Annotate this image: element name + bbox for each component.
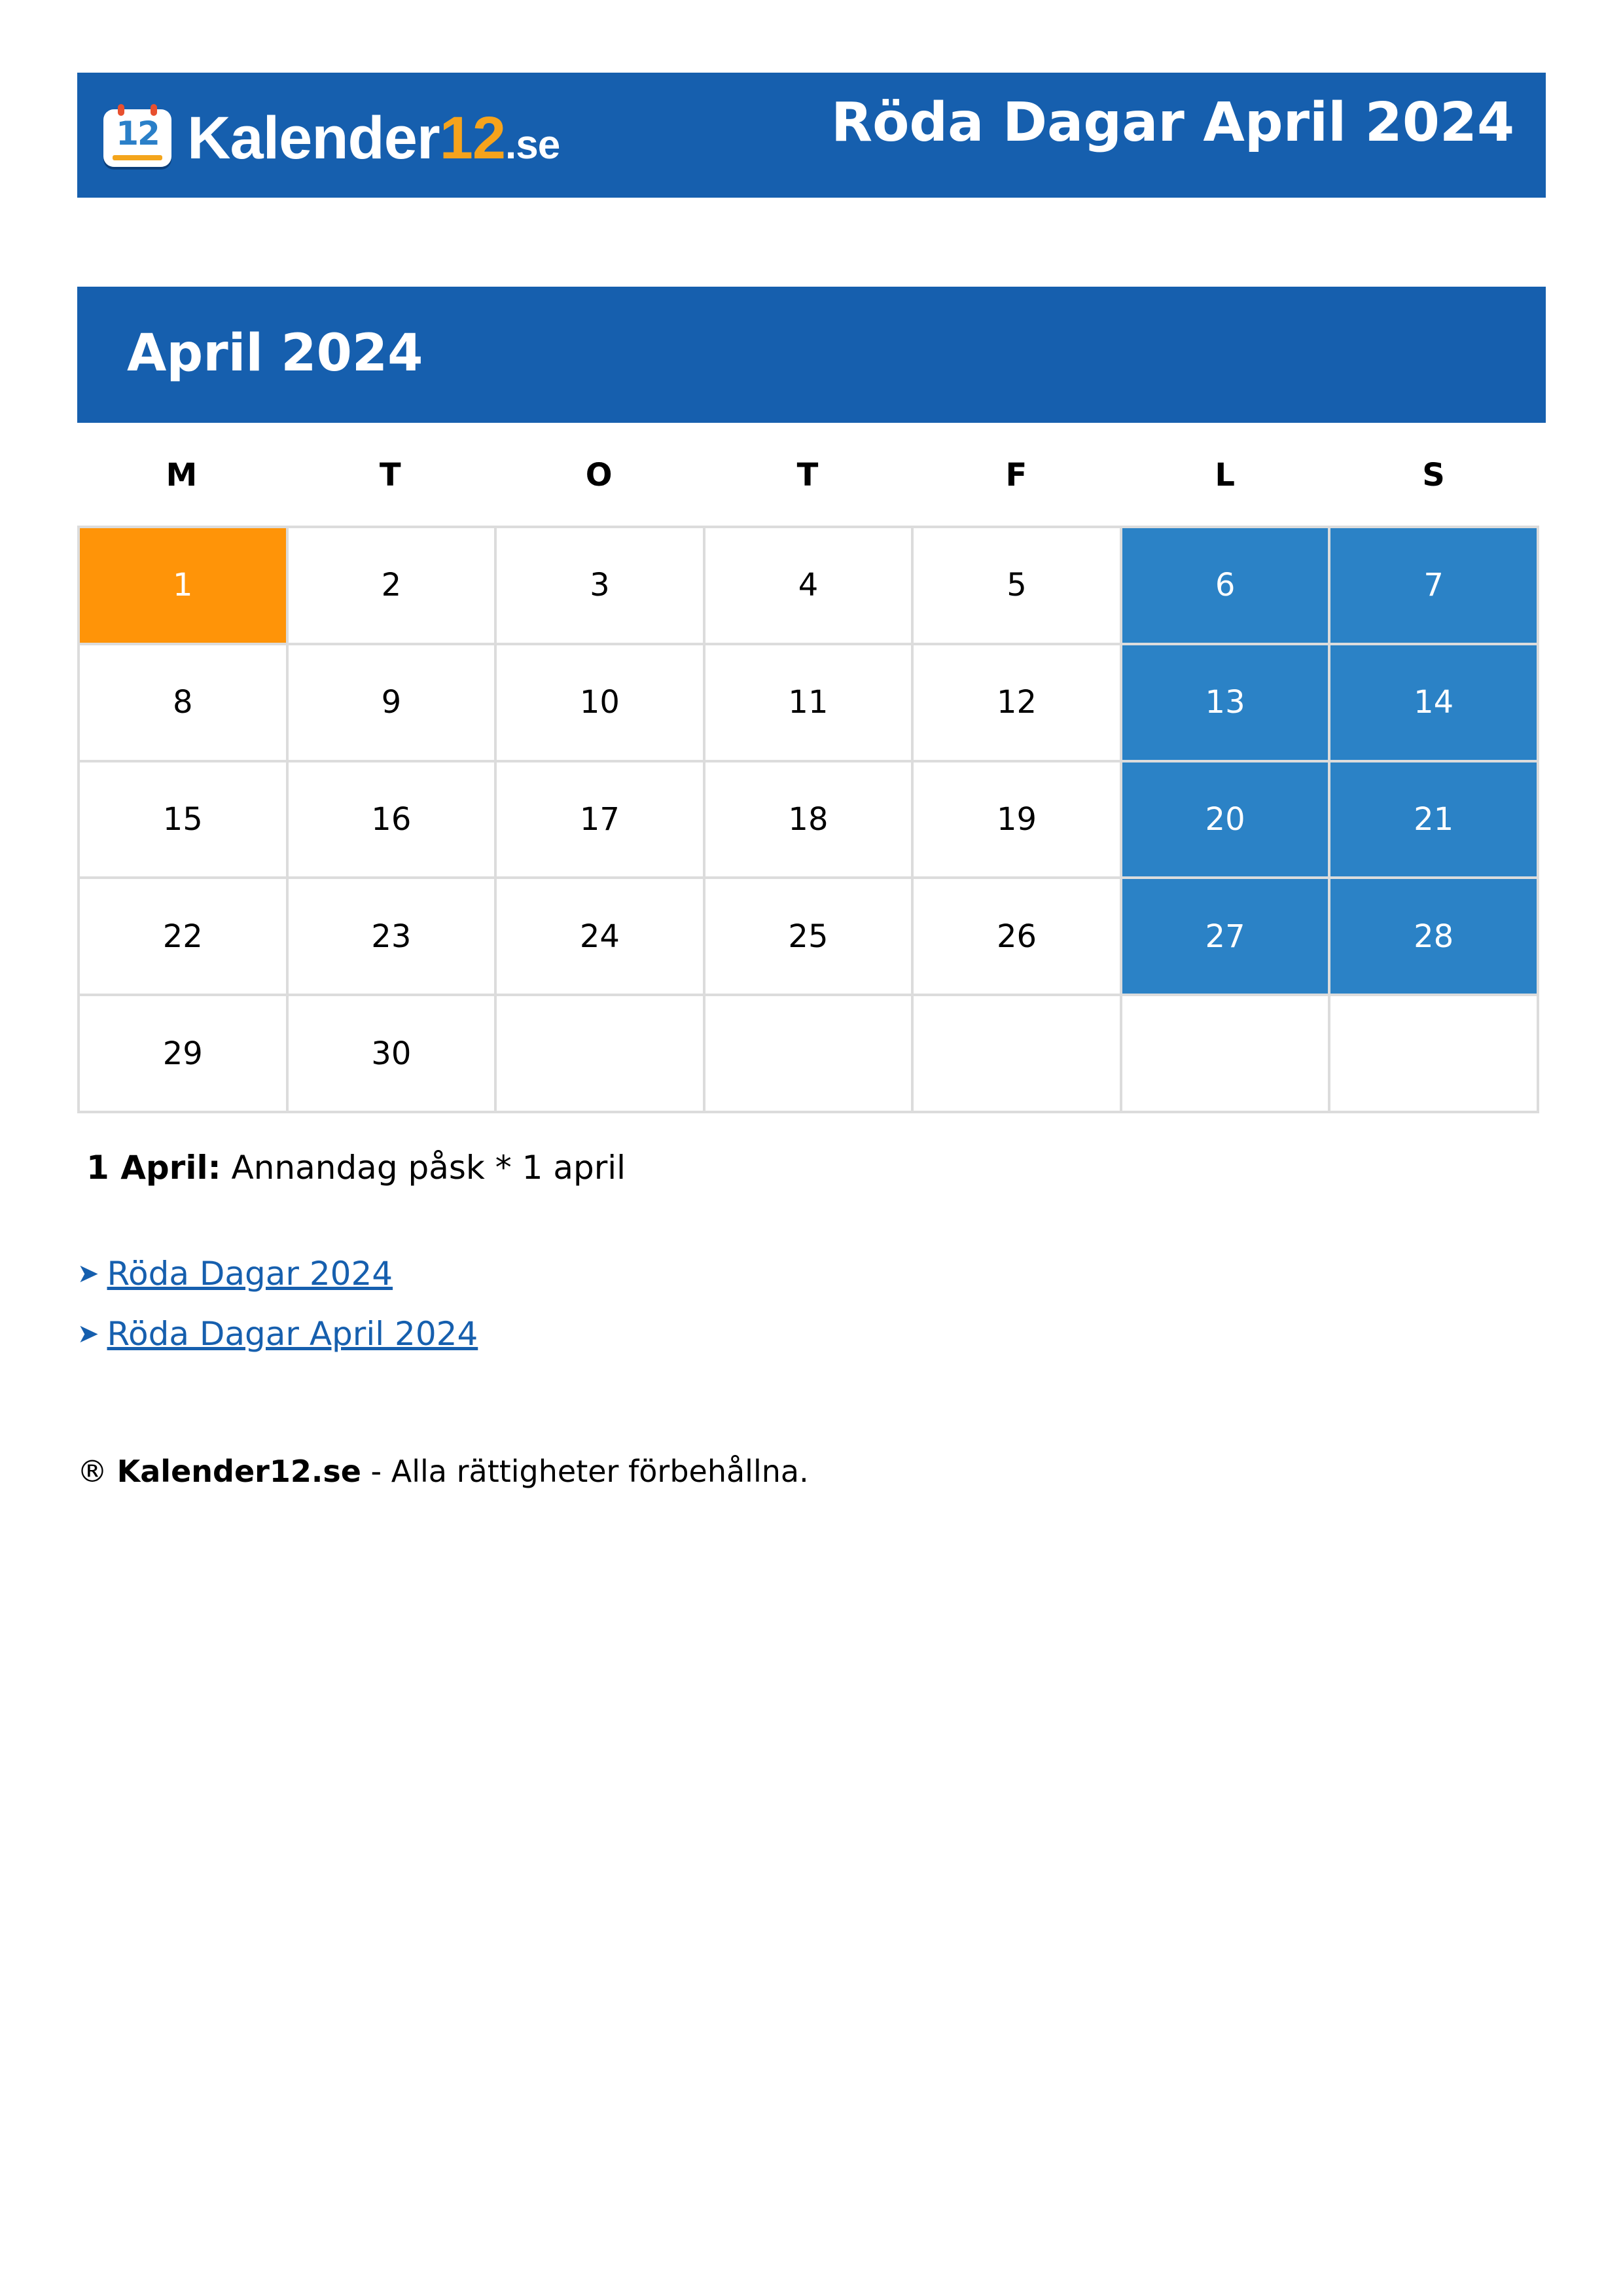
calendar-day-weekend: 20 [1121, 761, 1330, 878]
logo-wordmark: Kalender12.se [187, 105, 560, 171]
arrow-icon: ➤ [77, 1319, 99, 1349]
calendar-day: 24 [495, 878, 704, 995]
holiday-note [86, 1145, 626, 1190]
calendar-day: 17 [495, 761, 704, 878]
footer [77, 1450, 809, 1492]
calendar-day-weekend: 13 [1121, 644, 1330, 761]
calendar-day: 16 [287, 761, 496, 878]
calendar-day-holiday: 1 [79, 527, 287, 644]
link-row [77, 1304, 478, 1364]
calendar-day-weekend: 27 [1121, 878, 1330, 995]
calendar-day: 25 [704, 878, 913, 995]
calendar-icon: 12 [103, 109, 171, 167]
weekday-label: M [166, 457, 198, 493]
calendar-week-row [79, 527, 1538, 644]
calendar-day-empty [704, 995, 913, 1112]
weekday-label: O [585, 457, 613, 493]
calendar-day: 29 [79, 995, 287, 1112]
calendar-day: 30 [287, 995, 496, 1112]
calendar-day: 22 [79, 878, 287, 995]
calendar-day: 12 [912, 644, 1121, 761]
calendar-day: 23 [287, 878, 496, 995]
related-links [77, 1244, 478, 1364]
calendar-day: 15 [79, 761, 287, 878]
weekday-label: T [796, 457, 819, 493]
calendar-day: 2 [287, 527, 496, 644]
page-title: Röda Dagar April 2024 [830, 92, 1514, 154]
link-roda-dagar-april-2024[interactable]: Röda Dagar April 2024 [107, 1315, 478, 1353]
holiday-description: Annandag påsk * 1 april [231, 1149, 626, 1187]
calendar-week-row [79, 878, 1538, 995]
calendar-day: 5 [912, 527, 1121, 644]
calendar-week-row [79, 995, 1538, 1112]
weekday-label: F [1005, 457, 1027, 493]
calendar-day-weekend: 7 [1329, 527, 1538, 644]
weekday-label: T [379, 457, 401, 493]
calendar-day-empty [912, 995, 1121, 1112]
footer-brand: Kalender12.se [116, 1454, 361, 1489]
weekday-label: L [1215, 457, 1236, 493]
calendar-day: 26 [912, 878, 1121, 995]
weekday-header-row [77, 449, 1538, 501]
calendar-grid [77, 526, 1539, 1113]
calendar-day: 11 [704, 644, 913, 761]
month-title: April 2024 [127, 324, 423, 383]
calendar-day: 9 [287, 644, 496, 761]
calendar-day-weekend: 14 [1329, 644, 1538, 761]
calendar-day-weekend: 21 [1329, 761, 1538, 878]
site-logo[interactable] [103, 107, 560, 170]
calendar-day: 4 [704, 527, 913, 644]
calendar-day-weekend: 28 [1329, 878, 1538, 995]
holiday-date: 1 April: [86, 1149, 221, 1187]
calendar-day-weekend: 6 [1121, 527, 1330, 644]
calendar-day-empty [495, 995, 704, 1112]
calendar-day-empty [1329, 995, 1538, 1112]
footer-text: - Alla rättigheter förbehållna. [370, 1454, 809, 1489]
calendar-day: 18 [704, 761, 913, 878]
link-roda-dagar-2024[interactable]: Röda Dagar 2024 [107, 1255, 393, 1293]
calendar-day: 10 [495, 644, 704, 761]
site-header [77, 73, 1546, 198]
calendar-day: 3 [495, 527, 704, 644]
calendar-week-row [79, 761, 1538, 878]
link-row [77, 1244, 478, 1304]
calendar-day: 19 [912, 761, 1121, 878]
calendar-day: 8 [79, 644, 287, 761]
registered-symbol: ® [77, 1454, 107, 1489]
weekday-label: S [1422, 457, 1445, 493]
arrow-icon: ➤ [77, 1259, 99, 1289]
month-header [77, 287, 1546, 423]
calendar-day-empty [1121, 995, 1330, 1112]
calendar-week-row [79, 644, 1538, 761]
